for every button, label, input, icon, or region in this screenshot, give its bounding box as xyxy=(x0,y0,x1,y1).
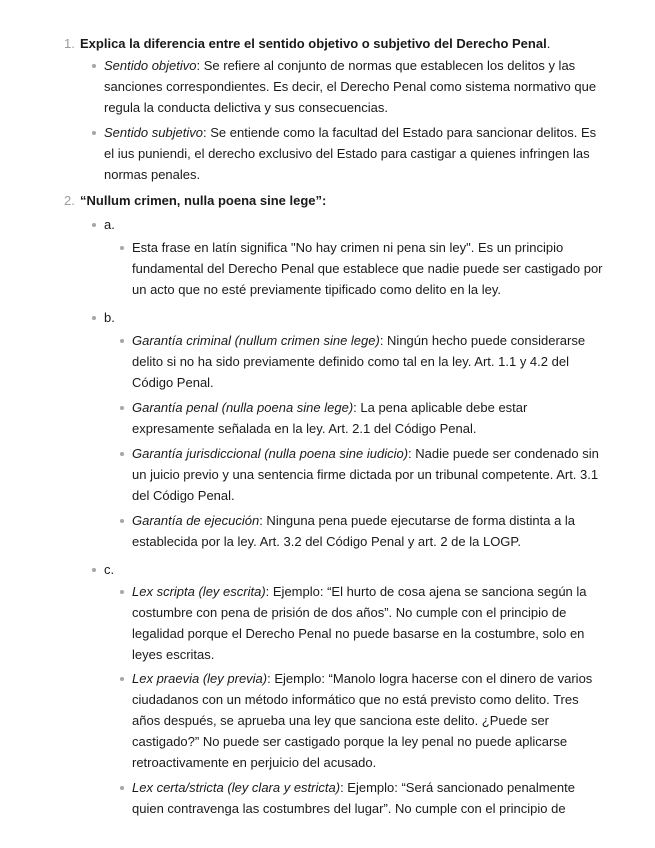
item-term: Garantía de ejecución xyxy=(132,513,260,528)
list-bullet xyxy=(120,677,124,681)
list-item xyxy=(132,668,604,773)
list-item xyxy=(132,330,604,393)
list-bullet xyxy=(92,64,96,68)
question-2-title: “Nullum crimen, nulla poena sine lege”: xyxy=(80,193,327,208)
list-bullet xyxy=(92,223,96,227)
list-item xyxy=(132,581,604,665)
list-bullet xyxy=(120,406,124,410)
item-text: : Se entiende como la facultad del Estado para sancionar delitos. Es el ius puniendi, el derecho exclusivo del Estado para castigar a quienes infringen las normas penales. xyxy=(104,125,597,182)
list-bullet xyxy=(120,339,124,343)
list-bullet xyxy=(92,568,96,572)
question-1-title xyxy=(80,33,620,54)
list-item xyxy=(104,122,604,185)
item-text: : Se refiere al conjunto de normas que establecen los delitos y las sanciones correspondientes. Es decir, el Derecho Penal como sistema normativo que regula la conducta delictiva y sus consecuencias. xyxy=(104,58,597,115)
item-text: : Nadie puede ser condenado sin un juicio previo y una sentencia firme dictada por un tribunal competente. Art. 3.1 del Código Penal. xyxy=(132,446,599,503)
item-term: Garantía jurisdiccional (nulla poena sine iudicio) xyxy=(132,446,409,461)
list-bullet xyxy=(120,519,124,523)
list-bullet xyxy=(120,786,124,790)
item-text: : Ejemplo: “Será sancionado penalmente quien contravenga las costumbres del lugar”. No cumple con el principio de xyxy=(132,780,575,816)
question-1-title-suffix: . xyxy=(546,36,551,51)
item-term: Garantía criminal (nullum crimen sine lege) xyxy=(132,333,380,348)
list-item xyxy=(132,443,604,506)
part-b-letter: b. xyxy=(104,310,115,325)
list-bullet xyxy=(120,590,124,594)
item-text: : Ejemplo: “El hurto de cosa ajena se sanciona según la costumbre con pena de prisión de dos años”. No cumple con el principio de legalidad porque el Derecho Penal no puede basarse en la costumbre, solo en leyes escritas. xyxy=(132,584,587,662)
item-term: Lex certa/stricta (ley clara y estricta) xyxy=(132,780,341,795)
list-item xyxy=(132,777,604,819)
list-bullet xyxy=(92,316,96,320)
list-bullet xyxy=(120,452,124,456)
item-text: : Ninguna pena puede ejecutarse de forma distinta a la establecida por la ley. Art. 3.2 del Código Penal y art. 2 de la LOGP. xyxy=(132,513,576,549)
item-term: Sentido subjetivo xyxy=(104,125,204,140)
item-term: Garantía penal (nulla poena sine lege) xyxy=(132,400,354,415)
item-term: Lex praevia (ley previa) xyxy=(132,671,268,686)
list-bullet xyxy=(92,131,96,135)
list-item xyxy=(132,237,604,300)
question-1-title-text: Explica la diferencia entre el sentido objetivo o subjetivo del Derecho Penal xyxy=(80,36,547,51)
item-text: Esta frase en latín significa "No hay crimen ni pena sin ley". Es un principio fundamental del Derecho Penal que establece que nadie puede ser castigado por un acto que no esté previamente tipificado como delito en la ley. xyxy=(132,240,603,297)
item-text: : La pena aplicable debe estar expresamente señalada en la ley. Art. 2.1 del Código Penal. xyxy=(132,400,528,436)
list-item xyxy=(132,397,604,439)
list-item xyxy=(132,510,604,552)
list-item xyxy=(104,55,604,118)
item-text: : Ejemplo: “Manolo logra hacerse con el dinero de varios ciudadanos con un método informático que no está previsto como delito. Tres años después, se aprueba una ley que sanciona este delito. ¿Puede ser castigado?” No puede ser castigado porque la ley penal no puede aplicarse retroactivamente en perjuicio del acusado. xyxy=(132,671,593,770)
part-a-letter: a. xyxy=(104,217,115,232)
item-text: : Ningún hecho puede considerarse delito si no ha sido previamente definido como tal en la ley. Art. 1.1 y 4.2 del Código Penal. xyxy=(132,333,586,390)
item-term: Sentido objetivo xyxy=(104,58,197,73)
list-bullet xyxy=(120,246,124,250)
item-term: Lex scripta (ley escrita) xyxy=(132,584,266,599)
question-1-number: 1. xyxy=(64,36,75,51)
question-2-number: 2. xyxy=(64,193,75,208)
part-c-letter: c. xyxy=(104,562,115,577)
